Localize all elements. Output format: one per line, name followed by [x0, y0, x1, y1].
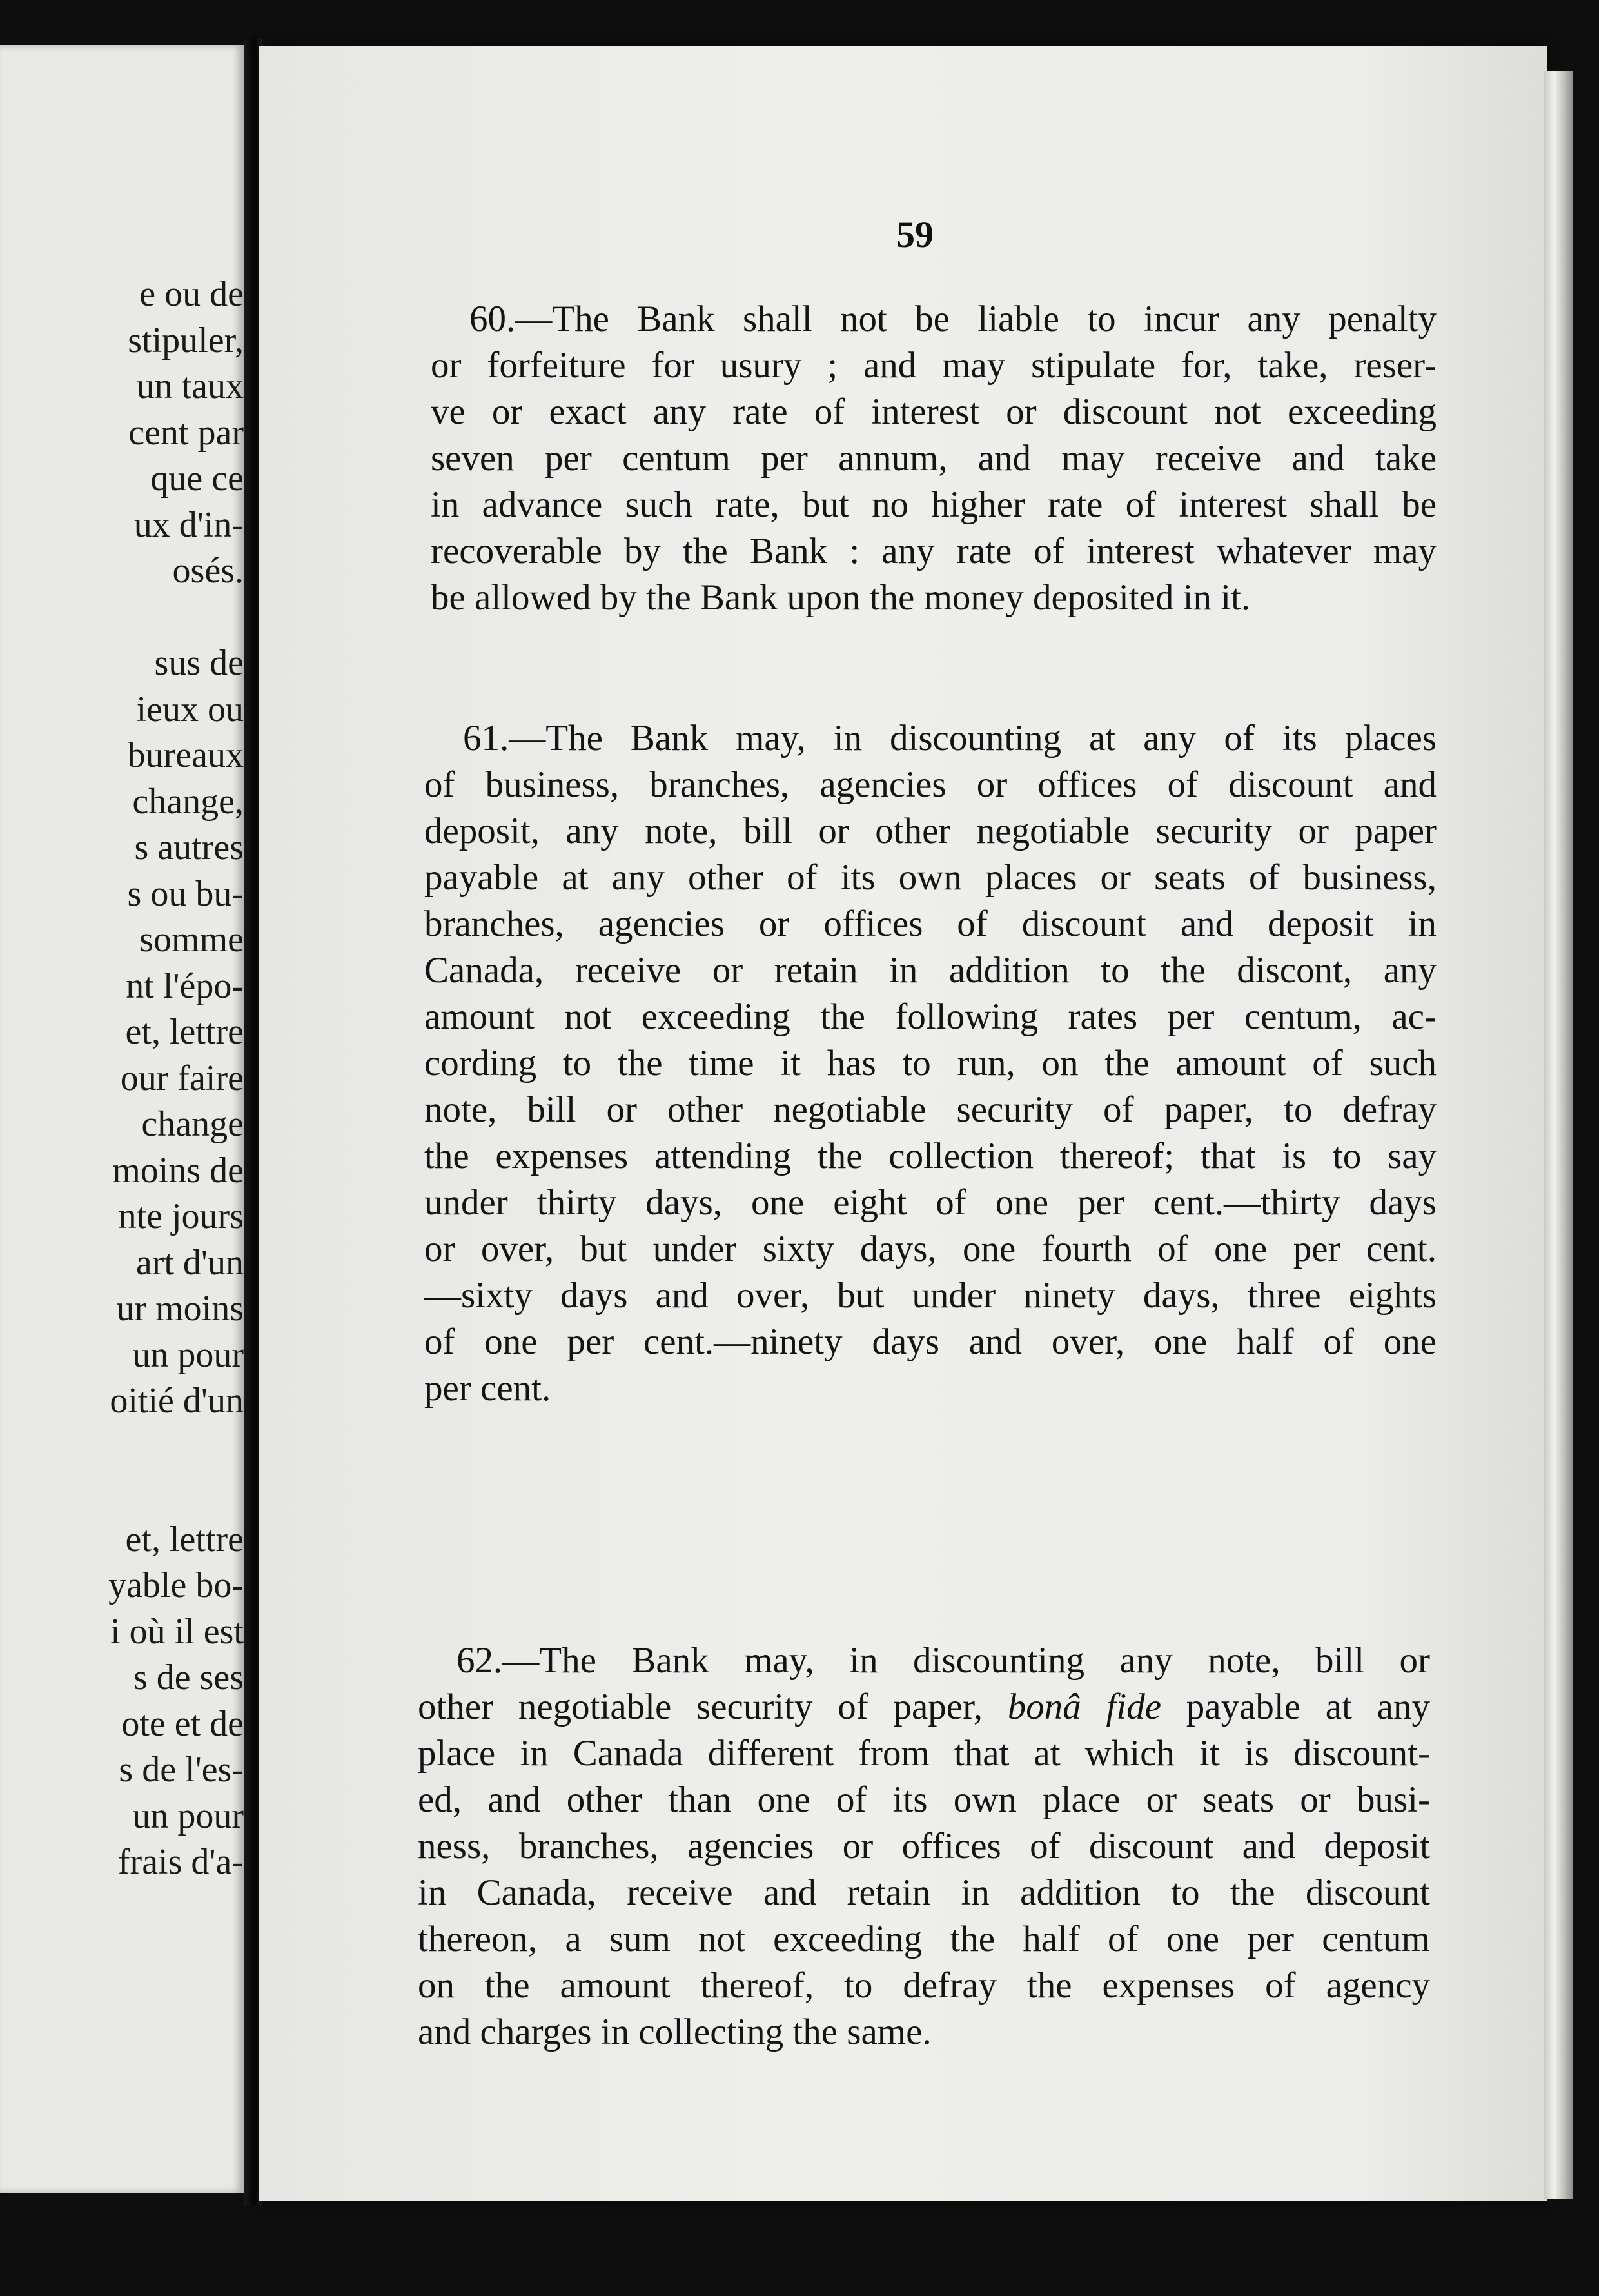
italic-phrase: bonâ fide — [1007, 1687, 1162, 1727]
text-line: the expenses attending the collection thereof; that is to say — [424, 1136, 1437, 1176]
left-page-line: cent par — [128, 412, 244, 453]
text-line: ve or exact any rate of interest or discount not exceeding — [431, 391, 1437, 432]
left-page-line: oitié d'un — [110, 1381, 244, 1421]
left-page-line: art d'un — [135, 1242, 244, 1283]
left-page-line: nt l'épo- — [126, 965, 244, 1006]
left-facing-page — [0, 45, 244, 2193]
text-segment: other negotiable security of paper, — [418, 1687, 1008, 1727]
text-line: thereon, a sum not exceeding the half of one per centum — [418, 1919, 1430, 1959]
main-page — [259, 46, 1547, 2201]
text-line: 60.—The Bank shall not be liable to incur any penalty — [469, 299, 1437, 339]
left-page-line: et, lettre — [125, 1012, 244, 1052]
text-line: branches, agencies or offices of discount and deposit in — [424, 904, 1437, 944]
text-line: on the amount thereof, to defray the expenses of agency — [418, 1965, 1430, 2006]
left-page-line: et, lettre — [125, 1519, 244, 1559]
text-line: under thirty days, one eight of one per cent.—thirty days — [424, 1182, 1437, 1223]
left-page-line: un taux — [136, 366, 244, 406]
text-line: Canada, receive or retain in addition to the discont, any — [424, 950, 1437, 991]
left-page-line: our faire — [120, 1058, 244, 1098]
left-page-line: un pour — [132, 1796, 244, 1836]
left-page-line: change, — [132, 781, 244, 822]
text-line: in Canada, receive and retain in addition to the discount — [418, 1872, 1430, 1913]
left-page-line: i où il est — [110, 1611, 244, 1652]
text-line: be allowed by the Bank upon the money deposited in it. — [431, 577, 1251, 618]
text-line: amount not exceeding the following rates per centum, ac- — [424, 996, 1437, 1037]
left-page-line: ieux ou — [136, 689, 244, 729]
text-line: cording to the time it has to run, on the amount of such — [424, 1043, 1437, 1084]
left-page-line: ur moins — [116, 1289, 244, 1329]
text-line: of business, branches, agencies or offices of discount and — [424, 764, 1437, 805]
left-page-line: nte jours — [118, 1196, 244, 1236]
left-page-line: yable bo- — [108, 1565, 244, 1605]
text-line: seven per centum per annum, and may receive and take — [431, 438, 1437, 479]
text-line: or over, but under sixty days, one fourth of one per cent. — [424, 1229, 1437, 1269]
left-page-line: s de ses — [133, 1658, 244, 1697]
text-line: and charges in collecting the same. — [418, 2012, 932, 2052]
text-line: or forfeiture for usury ; and may stipulate for, take, reser- — [431, 345, 1437, 386]
text-segment: payable at any — [1161, 1687, 1430, 1727]
page-edge — [1544, 71, 1573, 2199]
text-line: note, bill or other negotiable security of paper, to defray — [424, 1089, 1437, 1130]
page-number: 59 — [896, 213, 934, 255]
text-line: ed, and other than one of its own place or seats or busi- — [418, 1779, 1430, 1820]
left-page-line: ote et de — [121, 1703, 244, 1744]
left-page-line: stipuler, — [128, 320, 244, 361]
left-page-line: osés. — [172, 551, 244, 591]
text-line: 62.—The Bank may, in discounting any note, bill or — [456, 1640, 1430, 1681]
left-page-line: moins de — [112, 1150, 244, 1191]
text-line: ness, branches, agencies or offices of discount and deposit — [418, 1826, 1430, 1866]
left-page-line: somme — [139, 920, 244, 960]
text-line: of one per cent.—ninety days and over, one half of one — [424, 1321, 1437, 1362]
left-page-line: s de l'es- — [119, 1750, 244, 1790]
left-page-line: change — [141, 1104, 244, 1144]
text-line: in advance such rate, but no higher rate of interest shall be — [431, 484, 1437, 525]
text-line: deposit, any note, bill or other negotiable security or paper — [424, 811, 1437, 851]
text-line: recoverable by the Bank : any rate of interest whatever may — [431, 531, 1437, 571]
left-page-line: e ou de — [139, 274, 244, 314]
left-page-line: s autres — [134, 827, 244, 867]
text-line: —sixty days and over, but under ninety days, three eights — [424, 1275, 1437, 1316]
text-line: 61.—The Bank may, in discounting at any of its places — [463, 718, 1437, 758]
left-page-line: s ou bu- — [127, 873, 244, 914]
text-line: place in Canada different from that at which it is discount- — [418, 1733, 1430, 1774]
left-page-line: que ce — [150, 459, 244, 499]
left-page-line: sus de — [154, 643, 244, 683]
left-page-line: ux d'in- — [133, 504, 244, 545]
left-page-line: frais d'a- — [117, 1842, 244, 1882]
left-page-line: un pour — [132, 1334, 244, 1375]
text-line: payable at any other of its own places or seats of business, — [424, 857, 1437, 898]
left-page-line: bureaux — [127, 735, 244, 775]
text-line — [418, 1686, 1430, 1728]
text-line: per cent. — [424, 1368, 551, 1409]
